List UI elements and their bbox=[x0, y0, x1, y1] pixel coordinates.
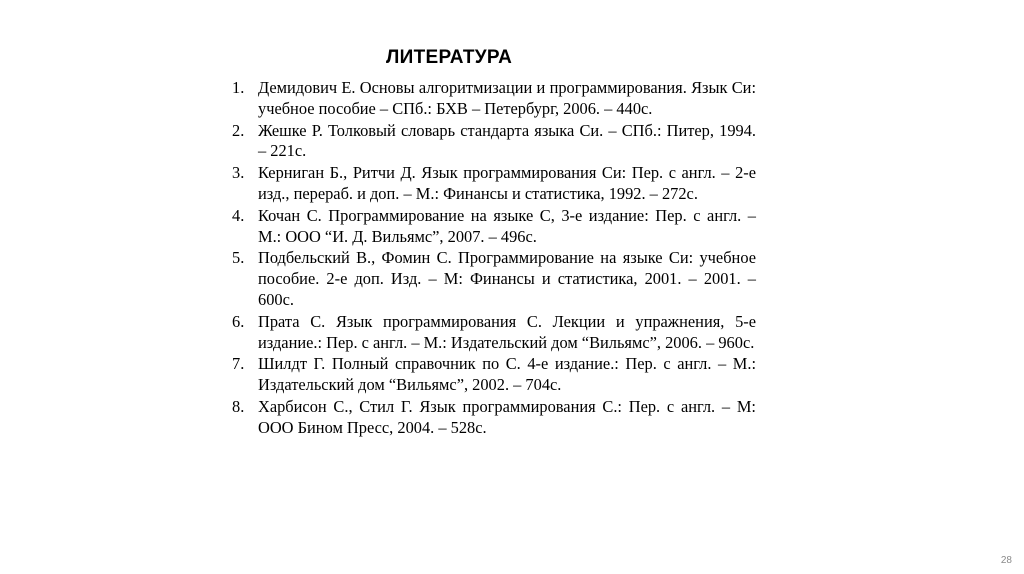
reference-item bbox=[232, 78, 756, 120]
reference-number: 6. bbox=[232, 311, 245, 331]
reference-list bbox=[232, 78, 756, 439]
reference-item bbox=[232, 206, 756, 248]
slide-title: ЛИТЕРАТУРА bbox=[386, 47, 513, 68]
reference-item bbox=[232, 312, 756, 354]
reference-text: Кочан С. Программирование на языке С, 3-е издание: Пер. с англ. – М.: ООО “И. Д. Вильямс”, 2007. – 496с. bbox=[258, 205, 756, 246]
reference-text: Жешке Р. Толковый словарь стандарта языка Си. – СПб.: Питер, 1994. – 221с. bbox=[258, 120, 756, 161]
reference-number: 5. bbox=[232, 248, 245, 268]
reference-item bbox=[232, 121, 756, 163]
reference-number: 4. bbox=[232, 205, 245, 225]
reference-item bbox=[232, 354, 756, 396]
reference-number: 7. bbox=[232, 354, 245, 374]
reference-text: Прата С. Язык программирования С. Лекции и упражнения, 5-е издание.: Пер. с англ. – М.: Издательский дом “Вильямс”, 2006. – 960с. bbox=[258, 311, 756, 352]
reference-number: 1. bbox=[232, 78, 245, 97]
reference-item bbox=[232, 248, 756, 310]
reference-text: Демидович Е. Основы алгоритмизации и программирования. Язык Си: учебное пособие – СПб.: БХВ – Петербург, 2006. – 440с. bbox=[258, 78, 756, 118]
reference-text: Керниган Б., Ритчи Д. Язык программирования Си: Пер. с англ. – 2-е изд., перераб. и доп. – М.: Финансы и статистика, 1992. – 272с. bbox=[258, 163, 756, 203]
reference-number: 8. bbox=[232, 396, 245, 416]
reference-item bbox=[232, 397, 756, 439]
reference-item bbox=[232, 163, 756, 205]
reference-text: Подбельский В., Фомин С. Программирование на языке Си: учебное пособие. 2-е доп. Изд. – М: Финансы и статистика, 2001. – 2001. – 600с. bbox=[258, 248, 756, 309]
slide-page-number: 28 bbox=[1000, 555, 1012, 566]
reference-number: 3. bbox=[232, 163, 245, 183]
reference-number: 2. bbox=[232, 120, 245, 140]
reference-text: Шилдт Г. Полный справочник по С. 4-е издание.: Пер. с англ. – М.: Издательский дом “Вильямс”, 2002. – 704с. bbox=[258, 354, 756, 395]
reference-text: Харбисон С., Стил Г. Язык программирования С.: Пер. с англ. – М: ООО Бином Пресс, 2004. – 528с. bbox=[258, 396, 756, 437]
